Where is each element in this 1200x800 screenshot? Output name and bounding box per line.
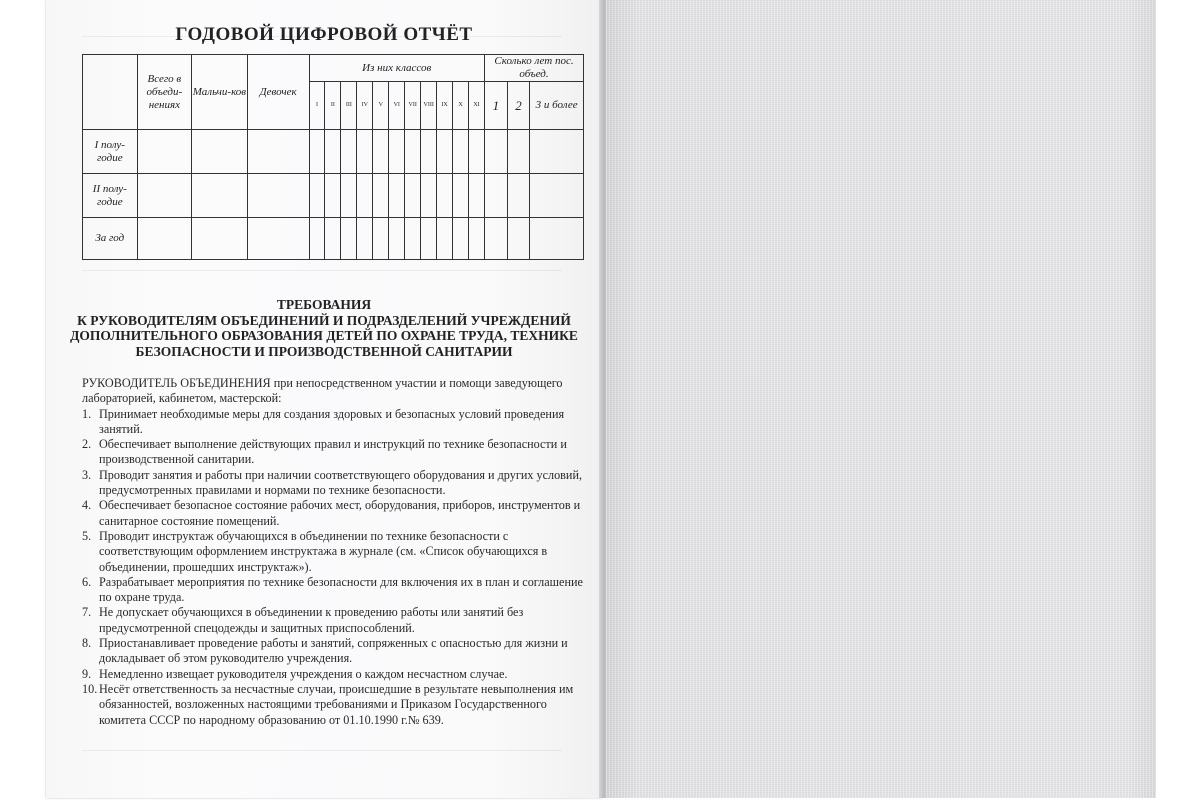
class-header: IV	[357, 82, 373, 130]
item-number: 3.	[82, 467, 92, 482]
item-text: Проводит инструктаж обучающихся в объединении по технике безопасности с соответствующим оформлением инструктажа в журнале (см. «Список обучающихся в объединении, прошедших инструктаж»).	[99, 528, 548, 574]
list-item	[82, 667, 592, 682]
item-text: Немедленно извещает руководителя учреждения о каждом несчастном случае.	[99, 666, 508, 681]
years-header: 1	[485, 82, 508, 130]
class-header: II	[325, 82, 341, 130]
list-item	[82, 529, 592, 575]
header-boys: Мальчи-ков	[192, 55, 248, 130]
annual-report-table	[82, 54, 584, 260]
years-header: 3 и более	[530, 82, 584, 130]
class-header: IX	[437, 82, 453, 130]
list-item	[82, 468, 592, 499]
item-text: Проводит занятия и работы при наличии соответствующего оборудования и других условий, предусмотренных правилами и нормами по технике безопасности.	[99, 467, 583, 498]
item-text: Не допускает обучающихся в объединении к проведению работы или занятий без предусмотренной спецодежды и защитных приспособлений.	[99, 605, 524, 635]
requirements-body	[82, 376, 592, 728]
class-header: VII	[405, 82, 421, 130]
show-through-line	[82, 270, 562, 271]
class-header: X	[453, 82, 469, 130]
corner-cell	[83, 55, 138, 130]
item-text: Приостанавливает проведение работы и занятий, сопряженных с опасностью для жизни и докладывает об этом руководителю учреждения.	[99, 636, 568, 666]
requirements-intro: РУКОВОДИТЕЛЬ ОБЪЕДИНЕНИЯ при непосредственном участии и помощи заведующего лабораторией, кабинетом, мастерской:	[82, 376, 563, 406]
header-total: Всего в объеди-нениях	[137, 55, 192, 130]
list-item	[82, 575, 592, 606]
list-item	[82, 682, 592, 728]
class-header: I	[309, 82, 325, 130]
requirements-title-line: ТРЕБОВАНИЯ	[276, 297, 372, 312]
header-classes: Из них классов	[309, 55, 485, 82]
row-label: I полу-годие	[83, 130, 138, 174]
item-text: Принимает необходимые меры для создания здоровых и безопасных условий проведения занятий.	[99, 406, 565, 436]
list-item	[82, 437, 592, 468]
header-years: Сколько лет пос. объед.	[485, 55, 584, 82]
item-number: 10.	[82, 681, 98, 696]
list-item	[82, 407, 592, 438]
list-item	[82, 498, 592, 529]
requirements-title-line: БЕЗОПАСНОСТИ И ПРОИЗВОДСТВЕННОЙ САНИТАРИИ	[135, 343, 513, 359]
report-title: ГОДОВОЙ ЦИФРОВОЙ ОТЧЁТ	[175, 24, 473, 45]
requirements-title	[46, 297, 602, 359]
requirements-title-line: К РУКОВОДИТЕЛЯМ ОБЪЕДИНЕНИЙ И ПОДРАЗДЕЛЕНИЙ УЧРЕЖДЕНИЙ	[77, 312, 571, 328]
requirements-list	[82, 407, 592, 728]
class-header: III	[341, 82, 357, 130]
class-header: VI	[389, 82, 405, 130]
left-page	[46, 0, 602, 798]
item-number: 1.	[82, 406, 92, 421]
row-label: II полу-годие	[83, 174, 138, 218]
item-number: 4.	[82, 498, 92, 513]
item-text: Обеспечивает выполнение действующих правил и инструкций по технике безопасности и производственной санитарии.	[99, 437, 567, 467]
item-number: 9.	[82, 666, 92, 681]
list-item	[82, 605, 592, 636]
show-through-line	[82, 750, 562, 751]
item-text: Обеспечивает безопасное состояние рабочих мест, оборудования, приборов, инструментов и санитарное состояние помещений.	[99, 498, 581, 528]
row-label: За год	[83, 218, 138, 260]
class-header: VIII	[421, 82, 437, 130]
item-number: 5.	[82, 528, 92, 543]
item-text: Несёт ответственность за несчастные случаи, происшедшие в результате невыполнения им обязанностей, возложенных настоящими требованиями и Приказом Государственного комитета СССР по народному образованию от 01.10.1990 г.№ 639.	[99, 681, 574, 727]
class-header: V	[373, 82, 389, 130]
item-number: 7.	[82, 605, 92, 620]
item-number: 2.	[82, 437, 92, 452]
notebook-spread	[46, 0, 1156, 800]
item-number: 6.	[82, 574, 92, 589]
years-header: 2	[507, 82, 530, 130]
requirements-title-line: ДОПОЛНИТЕЛЬНОГО ОБРАЗОВАНИЯ ДЕТЕЙ ПО ОХРАНЕ ТРУДА, ТЕХНИКЕ	[70, 328, 578, 343]
item-text: Разрабатывает мероприятия по технике безопасности для включения их в план и соглашение по охране труда.	[99, 574, 583, 605]
item-number: 8.	[82, 636, 92, 651]
right-page-cover	[606, 0, 1156, 798]
header-girls: Девочек	[247, 55, 309, 130]
class-header: XI	[469, 82, 485, 130]
list-item	[82, 636, 592, 667]
